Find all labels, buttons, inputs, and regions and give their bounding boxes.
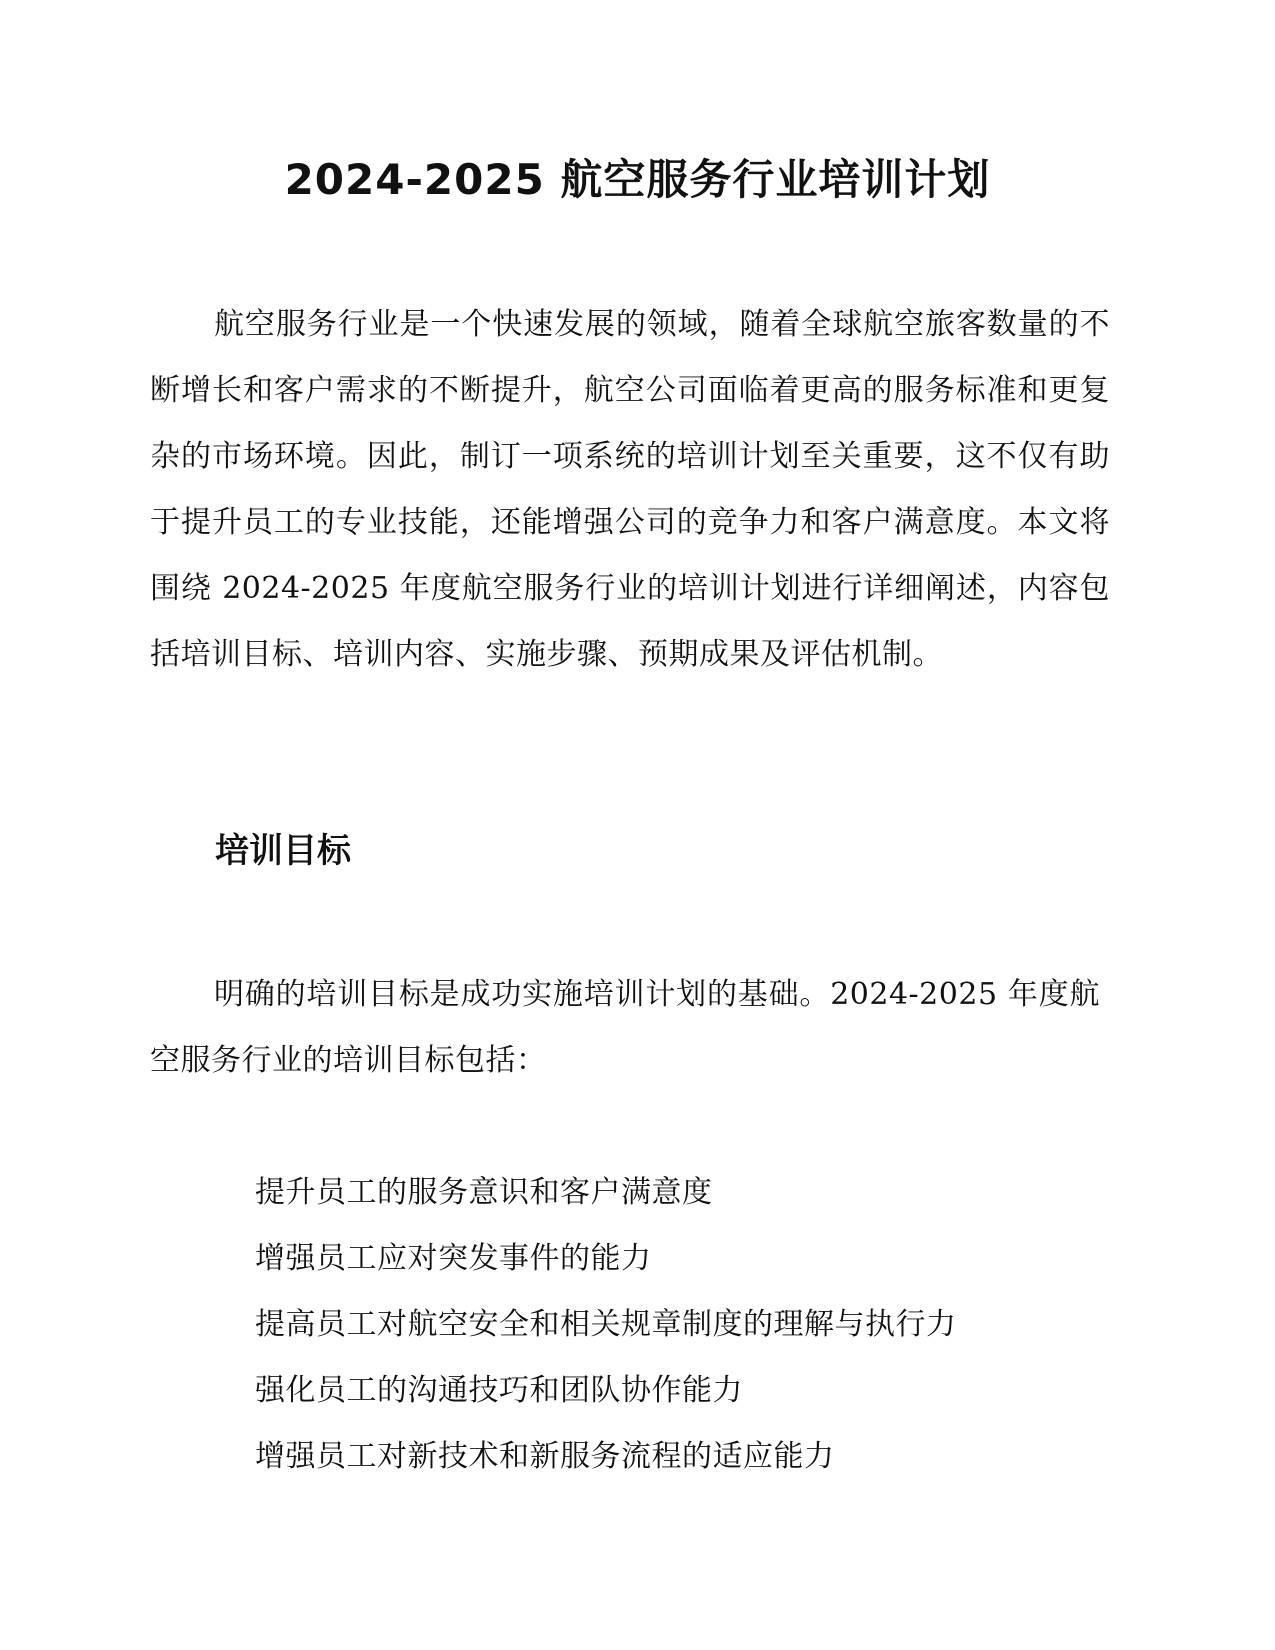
goals-list [255, 1160, 957, 1490]
list-item: 增强员工对新技术和新服务流程的适应能力 [255, 1439, 835, 1474]
list-item: 提高员工对航空安全和相关规章制度的理解与执行力 [255, 1307, 957, 1342]
intro-paragraph: 航空服务行业是一个快速发展的领域，随着全球航空旅客数量的不断增长和客户需求的不断提升，航空公司面临着更高的服务标准和更复杂的市场环境。因此，制订一项系统的培训计划至关重要，这不仅有助于提升员工的专业技能，还能增强公司的竞争力和客户满意度。本文将围绕 2024-2025 年度航空服务行业的培训计划进行详细阐述，内容包括培训目标、培训内容、实施步骤、预期成果及评估机制。 [150, 307, 1110, 672]
list-item: 强化员工的沟通技巧和团队协作能力 [255, 1373, 743, 1408]
section-paragraph: 明确的培训目标是成功实施培训计划的基础。2024-2025 年度航空服务行业的培训目标包括： [150, 977, 1100, 1078]
list-item: 提升员工的服务意识和客户满意度 [255, 1175, 713, 1210]
list-item: 增强员工应对突发事件的能力 [255, 1241, 652, 1276]
document-title: 2024-2025 航空服务行业培训计划 [284, 155, 991, 204]
section-heading: 培训目标 [215, 831, 351, 871]
